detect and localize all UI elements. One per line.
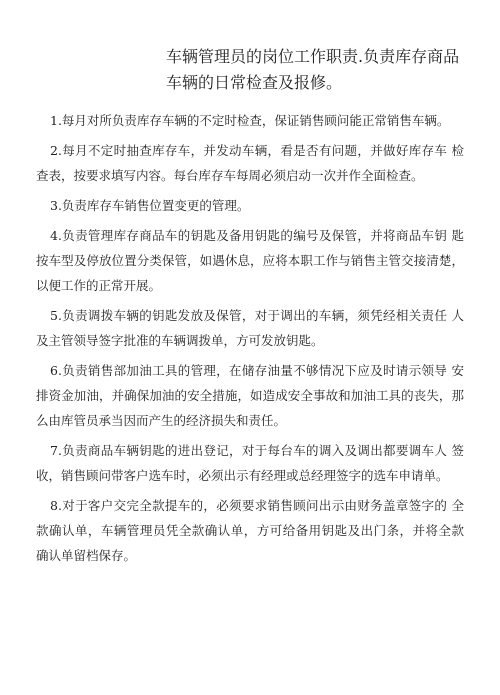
duty-item-7: 7.负责商品车辆钥匙的进出登记，对于每台车的调入及调出都要调车人 签收，销售顾问带客户选车时，必须出示有经理或总经理签字的选车申请单。 bbox=[36, 443, 464, 483]
duty-item-4: 4.负责管理库存商品车的钥匙及备用钥匙的编号及保管，并将商品车钥 匙按车型及停放位置分类保管，如遇休息，应将本职工作与销售主管交接清楚，以便工作的正常开展。 bbox=[36, 228, 464, 293]
duty-item-1: 1.每月对所负责库存车辆的不定时检查，保证销售顾问能正常销售车辆。 bbox=[50, 113, 450, 128]
title-line-1: 车辆管理员的岗位工作职责.负责库存商品 bbox=[166, 47, 460, 66]
duty-item-3: 3.负责库存车销售位置变更的管理。 bbox=[50, 198, 250, 213]
duty-item-6: 6.负责销售部加油工具的管理，在储存油量不够情况下应及时请示领导 安排资金加油，并确保加油的安全措施，如造成安全事故和加油工具的丧失，那么由库管员承当因而产生的经济损失和责任。 bbox=[36, 363, 464, 428]
duty-list bbox=[36, 108, 464, 568]
document-title bbox=[36, 44, 464, 96]
duty-item-8: 8.对于客户交完全款提车的，必须要求销售顾问出示由财务盖章签字的 全款确认单，车辆管理员凭全款确认单，方可给备用钥匙及出门条，并将全款 确认单留档保存。 bbox=[36, 498, 464, 563]
duty-item-2: 2.每月不定时抽查库存车，并发动车辆，看是否有问题，并做好库存车 检查表，按要求填写内容。每台库存车每周必须启动一次并作全面检查。 bbox=[36, 143, 464, 183]
duty-item-5: 5.负责调拨车辆的钥匙发放及保管，对于调出的车辆，须凭经相关责任 人及主管领导签字批准的车辆调拨单，方可发放钥匙。 bbox=[36, 308, 464, 348]
title-line-2: 车辆的日常检查及报修。 bbox=[166, 73, 343, 92]
